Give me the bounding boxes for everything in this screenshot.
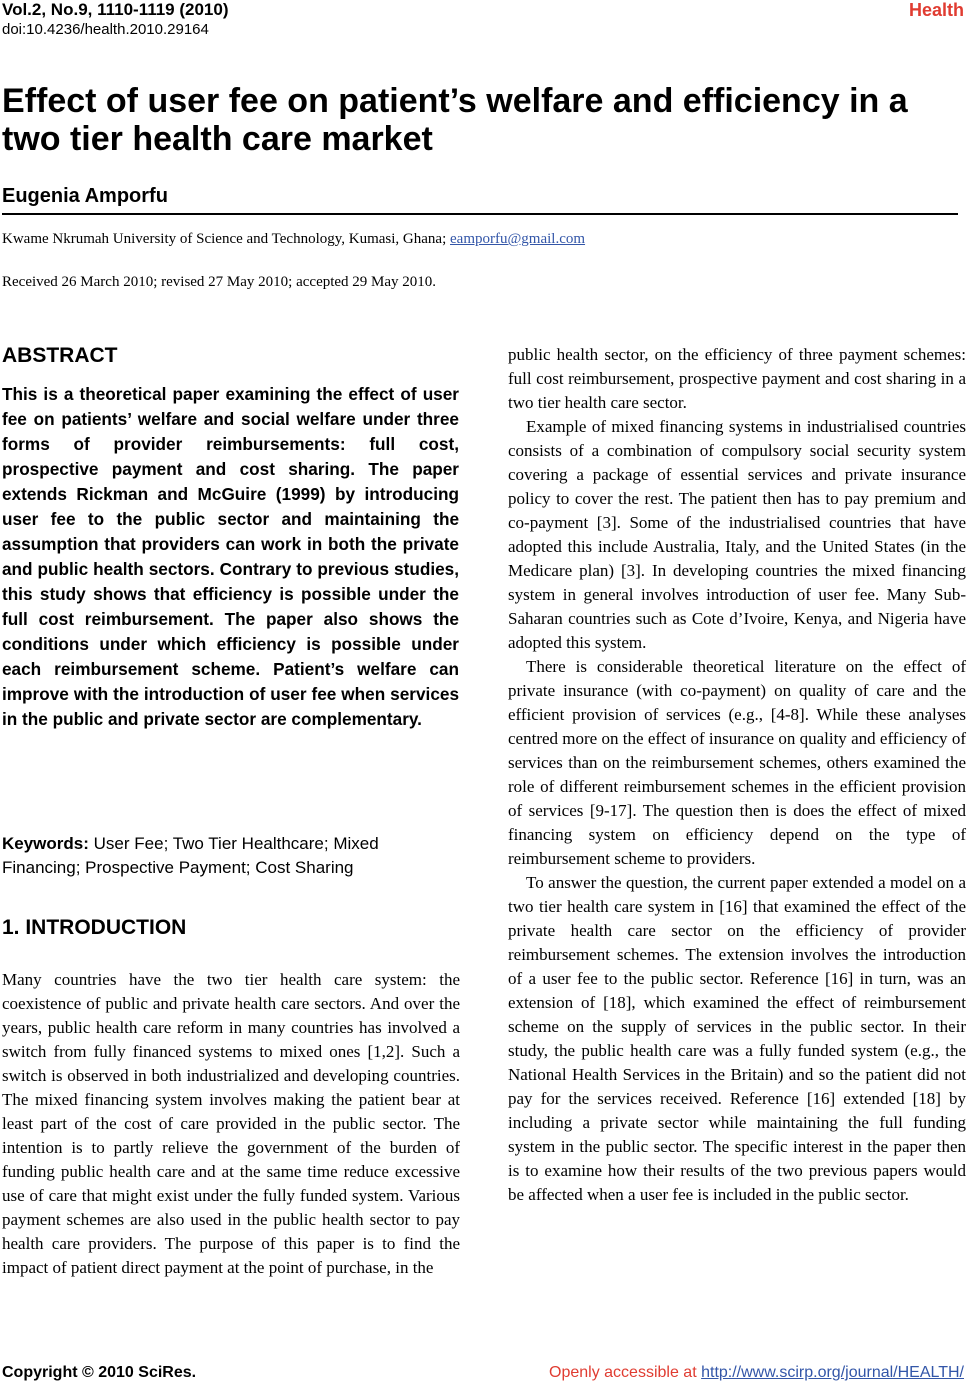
abstract-text: This is a theoretical paper examining the effect of user fee on patients’ welfare and social welfare under three forms of provider reimbursements: full cost, prospective payment and cost sharing. The paper extends Rickman and McGuire (1999) by introducing user fee to the public sector and maintaining the assumption that providers can work in both the private and public health sectors. Contrary to previous studies, this study shows that efficiency is possible under the full cost reimbursement. The paper also shows the conditions under which efficiency is possible under each reimbursement scheme. Patient’s welfare can improve with the introduction of user fee when services in the public and private sector are complementary. [2, 384, 459, 729]
body-column-right [508, 343, 966, 1207]
keywords-text: User Fee; Two Tier Healthcare; Mixed Financing; Prospective Payment; Cost Sharing [2, 834, 379, 877]
affiliation [2, 231, 585, 248]
intro-paragraph-4: To answer the question, the current paper extended a model on a two tier health care system in [16] that examined the effect of the private health care sector on the efficiency of provider reimbursement schemes. The extension involves the introduction of a user fee to the public sector. Reference [16] in turn, was an extension of [18], which examined the effect of reimbursement scheme on the supply of services in the public sector. In their study, the public health care was a fully funded system (e.g., the National Health Services in the Britain) and so the patient did not pay for the services received. Reference [16] extended [18] by including a private sector while maintaining the full funding system in the public sector. The specific interest in the paper then is to examine how their results of the two previous papers would be affected when a user fee is included in the public sector. [508, 873, 966, 1204]
keywords [2, 832, 459, 880]
email-link[interactable]: eamporfu@gmail.com [450, 231, 586, 247]
intro-paragraph-3: There is considerable theoretical literature on the effect of private insurance (with co-payment) on quality of care and the efficient provision of services (e.g., [4-8]. While these analyses centred more on the effect of insurance on quality and efficiency of services than on the reimbursement schemes, others examined the role of different reimbursement schemes in the efficient provision of services [9-17]. The question then is does the effect of mixed financing system on efficiency depend on the type of reimbursement scheme to providers. [508, 657, 966, 868]
journal-url-link[interactable]: http://www.scirp.org/journal/HEALTH/ [701, 1364, 964, 1381]
doi: doi:10.4236/health.2010.29164 [2, 21, 209, 38]
author-name: Eugenia Amporfu [2, 185, 168, 207]
article-title: Effect of user fee on patient’s welfare and efficiency in a two tier health care market [2, 82, 908, 158]
open-access-notice [549, 1364, 964, 1382]
title-divider [2, 213, 958, 215]
journal-name: Health [908, 0, 964, 20]
abstract-heading: ABSTRACT [2, 344, 118, 367]
received-dates: Received 26 March 2010; revised 27 May 2010; accepted 29 May 2010. [2, 274, 437, 290]
intro-paragraph-1: Many countries have the two tier health care system: the coexistence of public and private health care sectors. And over the years, public health care reform in many countries has involved a switch from fully financed systems to mixed ones [1,2]. Such a switch is observed in both industrialized and developing countries. The mixed financing system involves making the patient bear at least part of the cost of care provided in the public sector. The intention is to partly relieve the government of the burden of funding public health care and at the same time reduce excessive use of care that might exist under the fully funded system. Various payment schemes are also used in the public health sector to pay health care providers. The purpose of this paper is to find the impact of patient direct payment at the point of purchase, in the [2, 970, 460, 1277]
copyright: Copyright © 2010 SciRes. [2, 1364, 197, 1381]
keywords-label: Keywords: [2, 834, 89, 853]
open-access-label: Openly accessible at [549, 1364, 697, 1381]
introduction-heading: 1. INTRODUCTION [2, 916, 187, 939]
intro-paragraph-1-continued: public health sector, on the efficiency of three payment schemes: full cost reimbursement, prospective payment and cost sharing in a two tier health care sector. [508, 345, 966, 412]
body-column-left [2, 968, 460, 1280]
volume-info: Vol.2, No.9, 1110-1119 (2010) [2, 0, 229, 19]
intro-paragraph-2: Example of mixed financing systems in industrialised countries consists of a combination of compulsory social security system covering a package of essential services and private insurance policy to cover the rest. The patient then has to pay premium and co-payment [3]. Some of the industrialised countries that have adopted this include Australia, Italy, and the United States (in the Medicare plan) [3]. In developing countries the mixed financing system in general involves introduction of user fee. Many Sub-Saharan countries such as Cote d’Ivoire, Kenya, and Nigeria have adopted this system. [508, 417, 966, 652]
affiliation-text: Kwame Nkrumah University of Science and Technology, Kumasi, Ghana; [2, 231, 447, 247]
